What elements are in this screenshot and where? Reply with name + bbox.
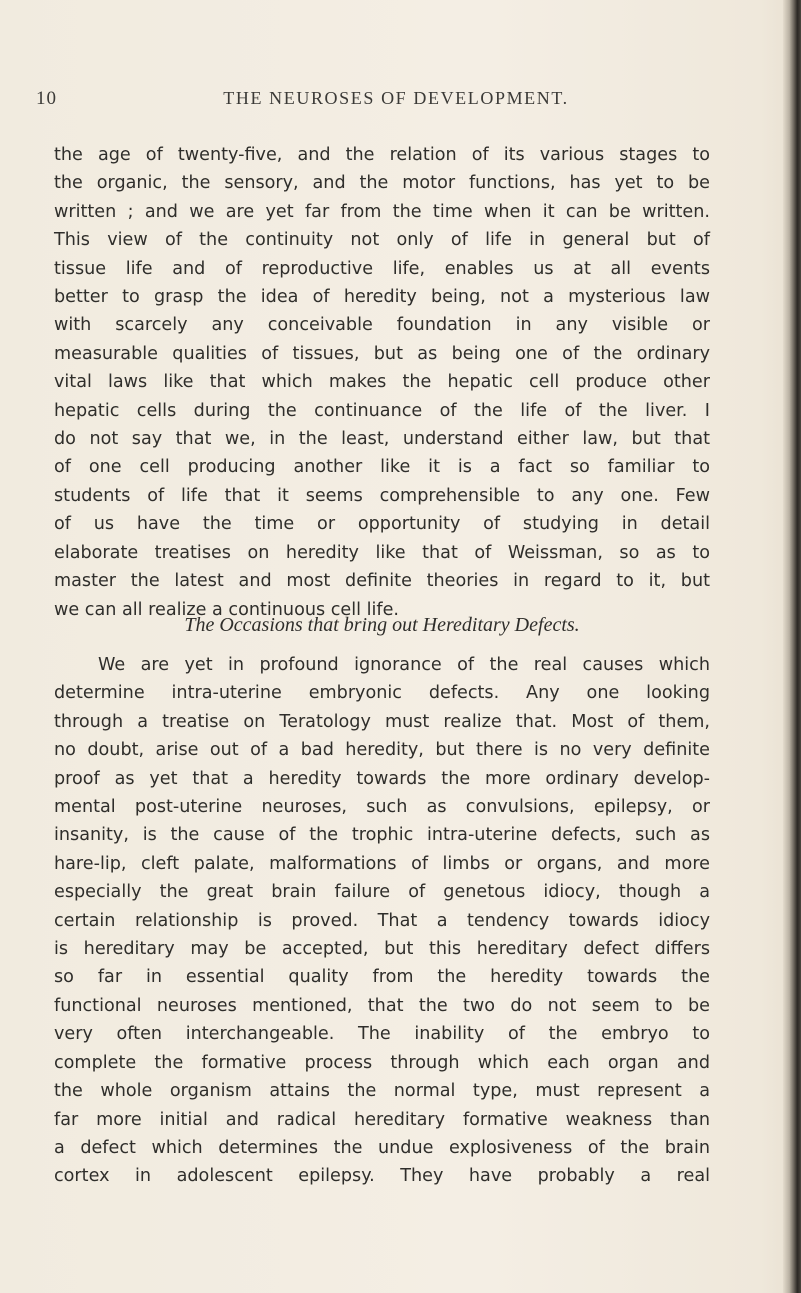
page-header xyxy=(36,88,756,114)
text-line: especially the great brain failure of genetous idiocy, though a xyxy=(54,882,710,903)
text-line: the age of twenty-five, and the relation of its various stages to xyxy=(54,145,710,165)
text-line: master the latest and most definite theories in regard to it, but xyxy=(54,571,710,592)
text-line: so far in essential quality from the heredity towards the xyxy=(54,967,710,988)
text-line: no doubt, arise out of a bad heredity, but there is no very definite xyxy=(54,740,710,761)
text-line: complete the formative process through which each organ and xyxy=(54,1052,710,1073)
section-heading: The Occasions that bring out Hereditary Defects. xyxy=(184,614,580,636)
text-line: hepatic cells during the continuance of the life of the liver. I xyxy=(54,400,710,421)
text-line: measurable qualities of tissues, but as being one of the ordinary xyxy=(54,343,710,364)
text-line: very often interchangeable. The inability of the embryo to xyxy=(54,1024,710,1045)
text-line: is hereditary may be accepted, but this hereditary defect differs xyxy=(54,939,710,960)
text-line: We are yet in profound ignorance of the real causes which xyxy=(98,655,710,675)
text-line: vital laws like that which makes the hepatic cell produce other xyxy=(54,372,710,393)
page-edge-shadow xyxy=(783,0,801,1293)
text-line: better to grasp the idea of heredity being, not a mysterious law xyxy=(54,287,710,308)
text-line: written ; and we are yet far from the time when it can be written. xyxy=(54,201,710,222)
text-line: This view of the continuity not only of life in general but of xyxy=(54,230,710,251)
text-line: insanity, is the cause of the trophic intra-uterine defects, such as xyxy=(54,825,710,846)
paragraph-2 xyxy=(54,651,710,1191)
text-line: proof as yet that a heredity towards the more ordinary develop- xyxy=(54,768,710,789)
text-line: elaborate treatises on heredity like that of Weissman, so as to xyxy=(54,542,710,563)
page-number: 10 xyxy=(36,88,57,109)
text-line: of us have the time or opportunity of studying in detail xyxy=(54,514,710,535)
text-line: mental post-uterine neuroses, such as convulsions, epilepsy, or xyxy=(54,797,710,818)
text-line: students of life that it seems comprehensible to any one. Few xyxy=(54,485,710,506)
text-line: determine intra-uterine embryonic defects. Any one looking xyxy=(54,683,710,704)
text-line: with scarcely any conceivable foundation in any visible or xyxy=(54,315,710,336)
text-line: functional neuroses mentioned, that the two do not seem to be xyxy=(54,995,710,1016)
text-line: the organic, the sensory, and the motor functions, has yet to be xyxy=(54,173,710,194)
text-line: far more initial and radical hereditary formative weakness than xyxy=(54,1109,710,1130)
text-line: hare-lip, cleft palate, malformations of limbs or organs, and more xyxy=(54,853,710,874)
text-line: tissue life and of reproductive life, enables us at all events xyxy=(54,258,710,279)
text-line: a defect which determines the undue explosiveness of the brain xyxy=(54,1137,710,1158)
text-line: through a treatise on Teratology must realize that. Most of them, xyxy=(54,711,710,732)
text-line: cortex in adolescent epilepsy. They have probably a real xyxy=(54,1166,710,1187)
text-line: we can all realize a continuous cell life. xyxy=(54,599,400,620)
text-line: do not say that we, in the least, understand either law, but that xyxy=(54,429,710,450)
text-line: certain relationship is proved. That a tendency towards idiocy xyxy=(54,910,710,931)
paragraph-1 xyxy=(54,141,710,624)
text-line: the whole organism attains the normal type, must represent a xyxy=(54,1081,710,1102)
running-head: THE NEUROSES OF DEVELOPMENT. xyxy=(223,88,569,108)
text-line: of one cell producing another like it is a fact so familiar to xyxy=(54,457,710,478)
